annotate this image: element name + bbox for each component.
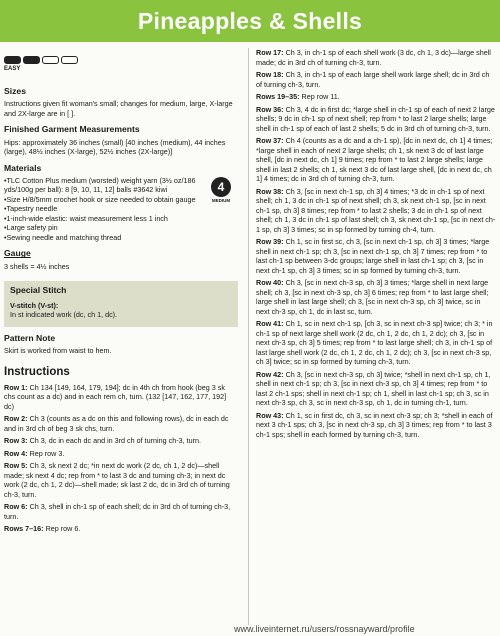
footer-url: www.liveinternet.ru/users/rossnayward/profile xyxy=(234,624,415,634)
row-text: Ch 1, sc in first dc, ch 3, sc in next ch-3 sp; ch 3; *shell in each of next 3 ch-1 sps; ch 3, [sc in next ch-3 sp, ch 3] 3 times; rep from * to last 3 ch-1 sps; shell in each formed by turning ch-3, turn. xyxy=(256,410,493,439)
row-text: Ch 3, sk next 2 dc; *in next dc work (2 dc, ch 1, 2 dc)—shell made; sk next 4 dc; rep from * to last 3 dc and turning ch-3; in next dc work (2 dc, ch 1, 2 dc)—shell made; sk last 2 dc, dc in 3rd ch of turning ch-3, turn. xyxy=(4,461,230,499)
row-label: Row 1: xyxy=(4,382,28,392)
instruction-row xyxy=(4,461,238,499)
row-text: Ch 3, [sc in next ch-3 sp, ch 3] 3 times; *large shell in next large shell; ch 3, [sc in next ch-3 sp, ch 3] 6 times; rep from * to last large shell; large shell in last large shell; ch 3, [sc in next ch-3 sp, ch 3] twice, sc in next ch-3 sp, ch 1, dc in last sc, turn. xyxy=(256,278,489,316)
column-divider xyxy=(248,48,249,628)
row-label: Row 40: xyxy=(256,278,284,287)
instruction-row xyxy=(4,414,238,433)
row-label: Row 42: xyxy=(256,369,284,379)
finished-heading: Finished Garment Measurements xyxy=(4,124,140,135)
instruction-row xyxy=(256,319,496,367)
instruction-row xyxy=(256,136,496,184)
row-text: Ch 3, in ch-1 sp of each shell work (3 dc, ch 1, 3 dc)—large shell made; dc in 3rd ch of turning ch-3, turn. xyxy=(256,48,491,67)
row-label: Row 2: xyxy=(4,414,28,424)
row-label: Row 43: xyxy=(256,410,284,420)
materials-heading: Materials xyxy=(4,162,42,173)
special-stitch-text: In st indicated work (dc, ch 1, dc). xyxy=(10,310,118,320)
instruction-row xyxy=(256,411,496,440)
skill-level-indicator xyxy=(4,56,238,64)
row-label: Rows 19–35: xyxy=(256,92,300,101)
left-rows xyxy=(4,383,238,534)
pattern-note-heading: Pattern Note xyxy=(4,332,56,343)
row-text: Ch 3, dc in each dc and in 3rd ch of turning ch-3, turn. xyxy=(29,436,201,446)
instruction-row xyxy=(4,449,238,459)
instruction-row xyxy=(256,187,496,235)
yarn-weight-label: MEDIUM xyxy=(211,197,231,203)
right-column xyxy=(256,48,496,442)
row-text: Ch 4 (counts as a dc and a ch-1 sp), [dc in next dc, ch 1] 4 times; *large shell in each of next 2 large shells; ch 1, sk next 3 dc of last large shell, [dc in next dc, ch 1] 9 times; rep from * to last 2 large shells; large shell in last 2 shells; ch 1, sk next 3 dc of last large shell, [dc in next dc, ch 1] 4 times; dc in 3rd ch of turning ch-3, turn. xyxy=(256,136,493,183)
yarn-weight-number: 4 xyxy=(211,177,231,197)
row-text: Ch 1, sc in first sc, ch 3, [sc in next ch-1 sp, ch 3] 3 times; *large shell in next ch-1 sp; ch 3, [sc in next ch-1 sp, ch 3] 7 times; rep from * to last ch-1 sp between 3-dc groups; large shell in last ch-1 sp; ch 3, [sc in next ch-1 sp, ch 3] 3 times; sc in sp formed by turning ch-3, turn. xyxy=(256,237,490,275)
row-label: Row 6: xyxy=(4,502,28,512)
special-stitch-name: V-stitch (V-st): xyxy=(10,300,59,310)
skill-label: EASY xyxy=(4,66,21,72)
skill-bar-3 xyxy=(42,56,59,64)
row-text: Ch 134 [149, 164, 179, 194]; dc in 4th ch from hook (beg 3 sk chs count as a dc) and in each rem ch, turn. (132 [147, 162, 177, 192] dc) xyxy=(4,382,227,411)
row-text: Ch 3, in ch-1 sp of each large shell work large shell; dc in 3rd ch of turning ch-3, turn. xyxy=(256,70,490,89)
materials-section xyxy=(4,163,238,243)
row-label: Row 41: xyxy=(256,319,284,328)
row-text: Ch 3, [sc in next ch-1 sp, ch 3] 4 times; *3 dc in ch-1 sp of next shell; ch 1, 3 dc in ch-1 sp of next shell; ch 3, sk next ch-1 sp, [sc in next ch-1 sp, ch 3] 8 times; rep from * to last 2 shells; 3 dc in ch-1 sp of next shell; ch 1, 3 dc in ch-1 sp of last shell; ch 3, sk next ch-1 sp, [sc in next ch-1 sp, ch 3] 3 times; sc in sp formed by turning ch-4, turn. xyxy=(256,186,496,234)
row-text: Ch 3, 4 dc in first dc; *large shell in ch-1 sp of each of next 2 large shells; 9 dc in ch-1 sp of next shell; rep from * to last 2 large shells; large shell in ch-1 sp of each of last 2 shells; 5 dc in 3rd ch of turning ch-3, turn. xyxy=(256,104,495,133)
row-text: Ch 3, [sc in next ch-3 sp, ch 3] twice; *shell in next ch-1 sp, ch 1, shell in next ch-1 sp; ch 3, [sc in next ch-3 sp, ch 3] 4 times; rep from * to last 2 ch-1 sps; shell in next ch-1 sp; ch 1, shell in last ch-1 sp; ch 3, sc in next ch-3 sp, ch 3, sc in next ch-3 sp, ch 1, dc in turning ch-1, turn. xyxy=(256,369,491,407)
row-label: Row 39: xyxy=(256,237,284,246)
row-text: Ch 1, sc in next ch-1 sp, [ch 3, sc in next ch-3 sp] twice; ch 3; * in ch-1 sp of next large shell work (2 dc, ch 1, 2 dc, ch 1, 2 dc); ch 3, [sc in next ch-3 sp, ch 3] 5 times; rep from * to last large shell; ch 3, in ch-1 sp of last large shell work (2 dc, ch 1, 2 dc, ch 1, 2 dc); ch 3, [sc in next ch-3 sp, ch 3] twice; sc in sp formed by turning ch-3, turn. xyxy=(256,319,493,366)
row-text: Rep row 6. xyxy=(45,524,81,534)
special-stitch-heading: Special Stitch xyxy=(10,285,67,296)
gauge-heading: Gauge xyxy=(4,248,31,259)
instruction-row xyxy=(4,502,238,521)
row-label: Row 37: xyxy=(256,136,284,145)
row-text: Ch 3, shell in ch-1 sp of each shell; dc in 3rd ch of turning ch-3, turn. xyxy=(4,502,231,521)
row-label: Row 4: xyxy=(4,448,28,458)
instruction-row xyxy=(256,278,496,316)
instruction-row xyxy=(4,436,238,446)
row-label: Rows 7–16: xyxy=(4,524,44,534)
pattern-note-text: Skirt is worked from waist to hem. xyxy=(4,345,112,355)
footer-watermark xyxy=(0,625,500,636)
material-item: •Large safety pin xyxy=(4,223,58,233)
row-text: Rep row 3. xyxy=(29,448,65,458)
row-label: Row 3: xyxy=(4,436,28,446)
page-title: Pineapples & Shells xyxy=(137,8,363,34)
skill-bar-4 xyxy=(61,56,78,64)
material-item: •Sewing needle and matching thread xyxy=(4,232,122,242)
row-label: Row 36: xyxy=(256,104,284,114)
special-stitch-box xyxy=(4,281,238,326)
instruction-row xyxy=(256,70,496,89)
row-label: Row 38: xyxy=(256,186,284,196)
instruction-row xyxy=(4,383,238,412)
instruction-row xyxy=(256,92,496,102)
skill-bar-1 xyxy=(4,56,21,64)
instruction-row xyxy=(256,237,496,275)
material-item: •Size H/8/5mm crochet hook or size needed to obtain gauge xyxy=(4,194,196,204)
row-text: Ch 3 (counts as a dc on this and following rows), dc in each dc and in 3rd ch of beg 3 sk chs, turn. xyxy=(4,414,229,433)
instruction-row xyxy=(256,105,496,134)
instruction-row xyxy=(4,524,238,534)
instructions-heading: Instructions xyxy=(4,366,70,379)
skill-bar-2 xyxy=(23,56,40,64)
instruction-row xyxy=(256,48,496,67)
row-label: Row 5: xyxy=(4,461,28,471)
row-label: Row 18: xyxy=(256,70,284,79)
title-banner xyxy=(0,0,500,42)
material-item: •1-inch-wide elastic: waist measurement less 1 inch xyxy=(4,213,168,223)
instruction-row xyxy=(256,370,496,408)
material-item: •TLC Cotton Plus medium (worsted) weight yarn (3½ oz/186 yds/100g per ball): 8 [9, 10, 11, 12] balls #3642 kiwi xyxy=(4,175,196,195)
yarn-weight-icon xyxy=(210,177,232,204)
sizes-heading: Sizes xyxy=(4,85,26,96)
row-text: Rep row 11. xyxy=(301,92,340,101)
materials-list xyxy=(4,176,238,243)
row-label: Row 17: xyxy=(256,48,284,57)
left-column xyxy=(4,52,238,537)
sizes-text: Instructions given fit woman's small; changes for medium, large, X-large and 2X-large are in [ ]. xyxy=(4,99,233,118)
material-item: •Tapestry needle xyxy=(4,204,58,214)
gauge-text: 3 shells = 4½ inches xyxy=(4,261,70,271)
finished-text: Hips: approximately 36 inches (small) [40 inches (medium), 44 inches (large), 48½ inches (X-large), 52½ inches (2X-large)] xyxy=(4,137,226,157)
